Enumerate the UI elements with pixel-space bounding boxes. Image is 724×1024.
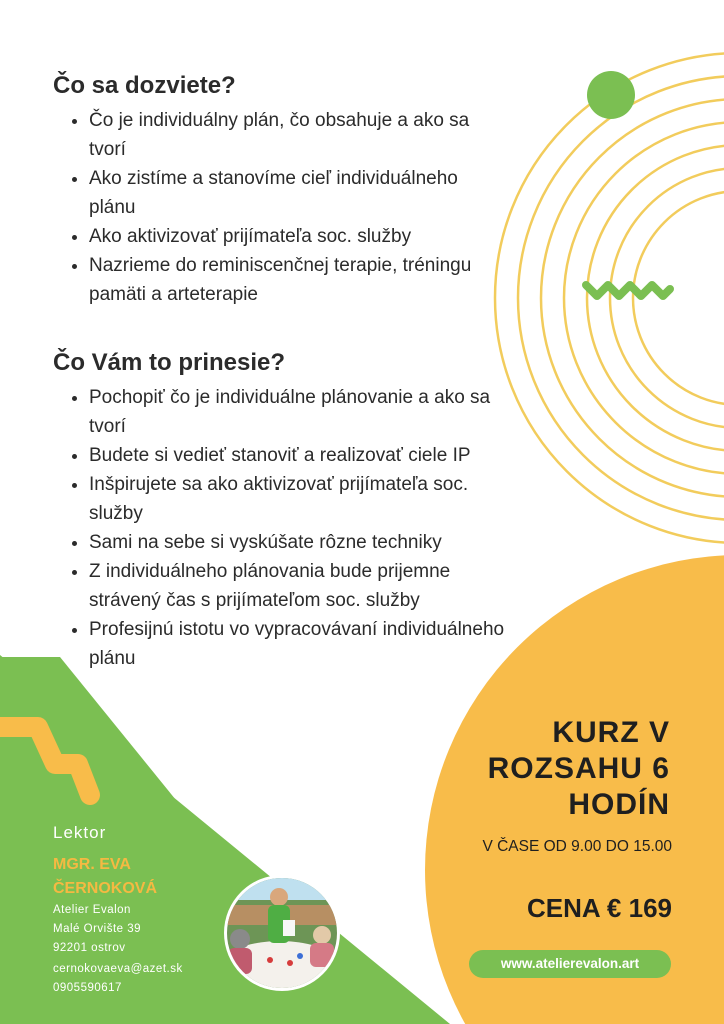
green-dot-decoration (587, 71, 635, 119)
list-item: • Inšpirujete sa ako aktivizovať prijímateľa soc. služby (89, 470, 509, 528)
lektor-label: Lektor (53, 823, 107, 842)
list-item: • Pochopiť čo je individuálne plánovanie a ako sa tvorí (89, 383, 509, 441)
list-item: • Nazrieme do reminiscenčnej terapie, tréningu pamäti a arteterapie (89, 251, 509, 309)
address-line: Malé Orvište 39 (53, 923, 142, 935)
course-time: V ČASE OD 9.00 DO 15.00 (482, 838, 672, 855)
course-title: KURZ V ROZSAHU 6 HODÍN (487, 716, 670, 821)
green-wave-icon (586, 285, 670, 296)
section-title-what-you-learn: Čo sa dozviete? (53, 72, 236, 99)
list-benefits (62, 383, 509, 673)
course-price: CENA € 169 (527, 893, 672, 923)
list-item: • Sami na sebe si vyskúšate rôzne techniky (89, 528, 509, 557)
lektor-name: MGR. EVA ČERNOKOVÁ (53, 856, 158, 897)
list-item: • Profesijnú istotu vo vypracovávaní individuálneho plánu (89, 615, 509, 673)
concentric-rings-decoration (495, 53, 724, 543)
phone-number[interactable]: 0905590617 (53, 982, 122, 994)
list-item: • Ako aktivizovať prijímateľa soc. služby (89, 222, 509, 251)
list-item: • Z individuálneho plánovania bude prijemne strávený čas s prijímateľom soc. služby (89, 557, 509, 615)
list-item: • Ako zistíme a stanovíme cieľ individuálneho plánu (89, 164, 509, 222)
address-line: Atelier Evalon (53, 904, 131, 916)
website-link[interactable]: www.atelierevalon.art (469, 950, 671, 978)
list-what-you-learn (62, 106, 509, 309)
address-line: 92201 ostrov (53, 942, 126, 954)
list-item: • Čo je individuálny plán, čo obsahuje a ako sa tvorí (89, 106, 509, 164)
list-item: • Budete si vedieť stanoviť a realizovať ciele IP (89, 441, 509, 470)
section-title-benefits: Čo Vám to prinesie? (53, 349, 286, 376)
email-link[interactable]: cernokovaeva@azet.sk (53, 963, 183, 975)
